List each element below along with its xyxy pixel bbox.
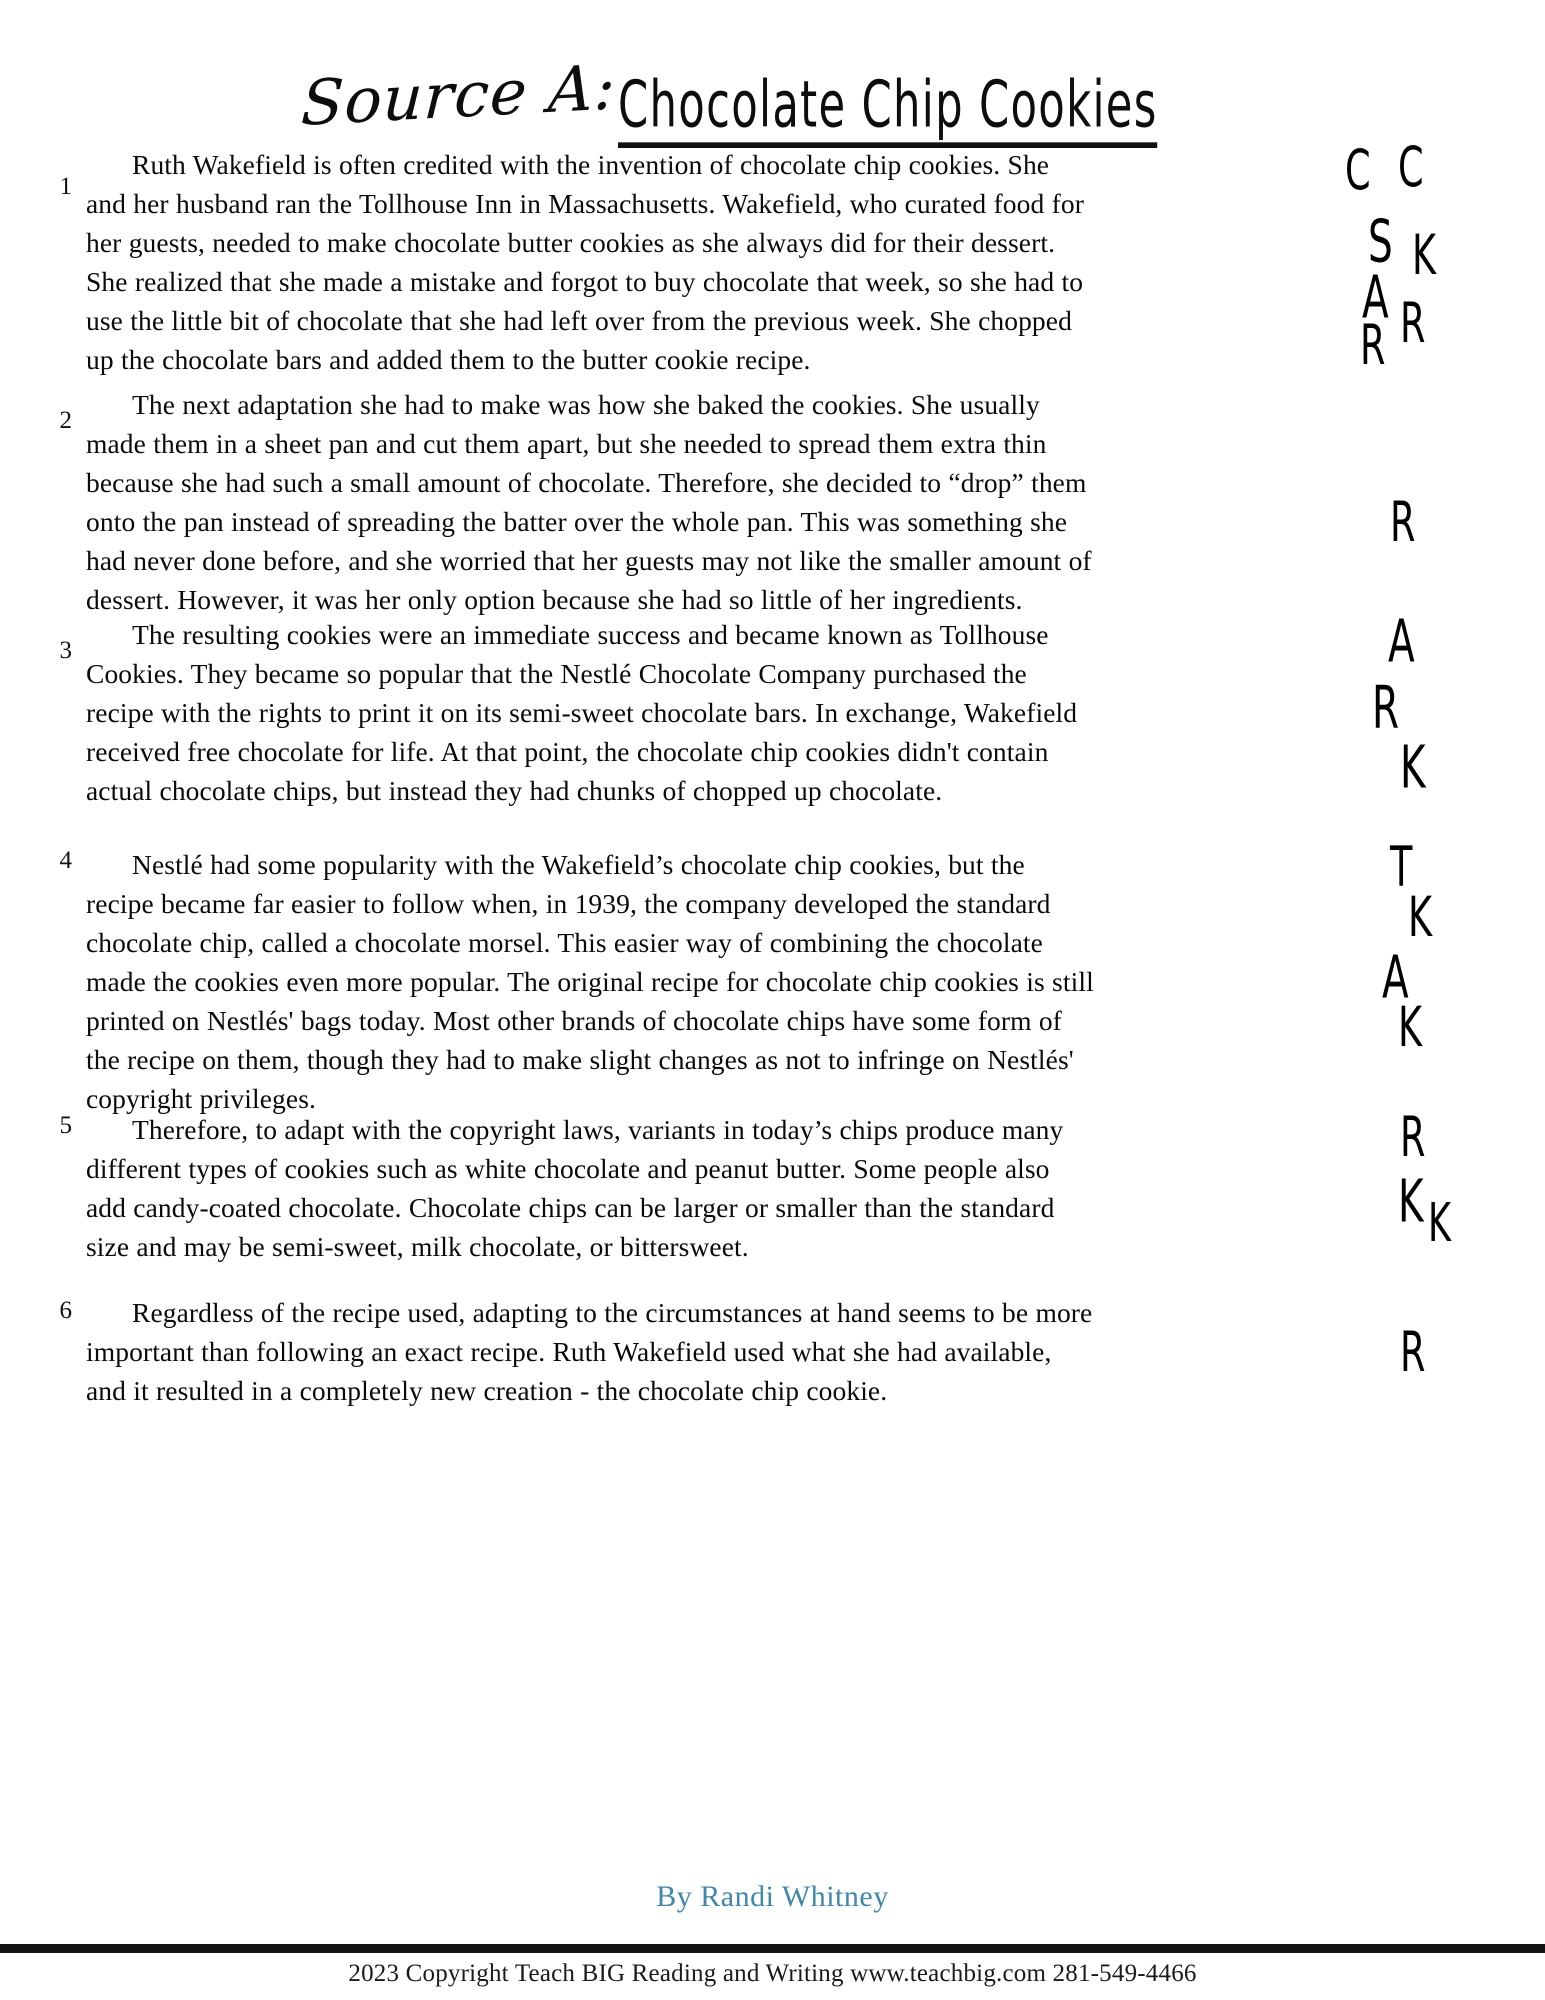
paragraph-3	[0, 615, 1545, 810]
paragraph-2	[0, 385, 1545, 619]
footer-copyright: 2023 Copyright Teach BIG Reading and Writing www.teachbig.com 281-549-4466	[348, 1960, 1197, 1987]
paragraph-text: Therefore, to adapt with the copyright laws, variants in today’s chips produce many different types of cookies such as white chocolate and peanut butter. Some people also add candy-coated chocolate. Chocolate chips can be larger or smaller than the standard size and may be semi-sweet, milk chocolate, or bittersweet.	[86, 1114, 1064, 1262]
margin-annotation-letter: K	[1398, 1167, 1424, 1236]
margin-annotation-letter: T	[1390, 835, 1413, 901]
paragraph-text: Regardless of the recipe used, adapting to the circumstances at hand seems to be more important than following an exact recipe. Ruth Wakefield used what she had available, and it resulted in a completely new creation - the chocolate chip cookie.	[86, 1297, 1093, 1406]
paragraph-number: 1	[59, 173, 72, 200]
title-main-text: Chocolate Chip Cookies	[618, 73, 1158, 148]
paragraph-number: 4	[59, 847, 72, 874]
margin-annotation-letter: K	[1428, 1191, 1452, 1254]
margin-annotation-letter: K	[1412, 223, 1437, 289]
paragraph-6	[0, 1293, 1545, 1410]
margin-annotation-letter: S	[1368, 207, 1393, 276]
margin-annotation-letter: A	[1362, 263, 1389, 332]
paragraph-text: Nestlé had some popularity with the Wakefield’s chocolate chip cookies, but the recipe became far easier to follow when, in 1939, the company developed the standard chocolate chip, called a chocolate morsel. This easier way of combining the chocolate made the cookies even more popular. The original recipe for chocolate chip cookies is still printed on Nestlés' bags today. Most other brands of chocolate chips have some form of the recipe on them, though they had to make slight changes as not to infringe on Nestlés' copyright privileges.	[86, 849, 1094, 1114]
margin-annotation-letter: K	[1398, 995, 1423, 1061]
paragraph-number: 2	[59, 407, 72, 434]
margin-annotation-letter: A	[1388, 607, 1415, 676]
byline: By Randi Whitney	[656, 1880, 889, 1913]
page-title	[0, 38, 1545, 148]
margin-annotation-letter: K	[1408, 885, 1433, 951]
margin-annotation-letter: K	[1400, 733, 1426, 802]
footer-divider	[0, 1944, 1545, 1953]
margin-annotation-letter: C	[1345, 138, 1371, 204]
margin-annotation-letter: R	[1372, 673, 1400, 742]
margin-annotation-letter: R	[1400, 1105, 1426, 1171]
margin-annotation-letter: C	[1398, 135, 1424, 201]
paragraph-text: The resulting cookies were an immediate success and became known as Tollhouse Cookies. They became so popular that the Nestlé Chocolate Company purchased the recipe with the rights to print it on its semi-sweet chocolate bars. In exchange, Wakefield received free chocolate for life. At that point, the chocolate chip cookies didn't contain actual chocolate chips, but instead they had chunks of chopped up chocolate.	[86, 619, 1078, 806]
margin-annotation-letter: R	[1390, 490, 1416, 556]
margin-annotation-letter: A	[1382, 943, 1409, 1012]
margin-annotation-letter: R	[1360, 313, 1386, 379]
margin-annotation-letter: R	[1400, 1320, 1426, 1386]
paragraph-1	[0, 138, 1545, 379]
paragraph-number: 3	[59, 637, 72, 664]
paragraph-5	[0, 1105, 1545, 1266]
paragraph-4	[0, 845, 1545, 1118]
paragraph-text: The next adaptation she had to make was how she baked the cookies. She usually made them in a sheet pan and cut them apart, but she needed to spread them extra thin because she had such a small amount of chocolate. Therefore, she decided to “drop” them onto the pan instead of spreading the batter over the whole pan. This was something she had never done before, and she worried that her guests may not like the smaller amount of dessert. However, it was her only option because she had so little of her ingredients.	[86, 389, 1092, 615]
title-source-label: Source A:	[299, 50, 619, 140]
margin-annotation-letter: R	[1400, 291, 1426, 357]
paragraph-text: Ruth Wakefield is often credited with the invention of chocolate chip cookies. She and her husband ran the Tollhouse Inn in Massachusetts. Wakefield, who curated food for her guests, needed to make chocolate butter cookies as she always did for their dessert. She realized that she made a mistake and forgot to buy chocolate that week, so she had to use the little bit of chocolate that she had left over from the previous week. She chopped up the chocolate bars and added them to the butter cookie recipe.	[86, 149, 1084, 375]
paragraph-number: 5	[59, 1112, 72, 1139]
paragraph-number: 6	[59, 1297, 72, 1324]
